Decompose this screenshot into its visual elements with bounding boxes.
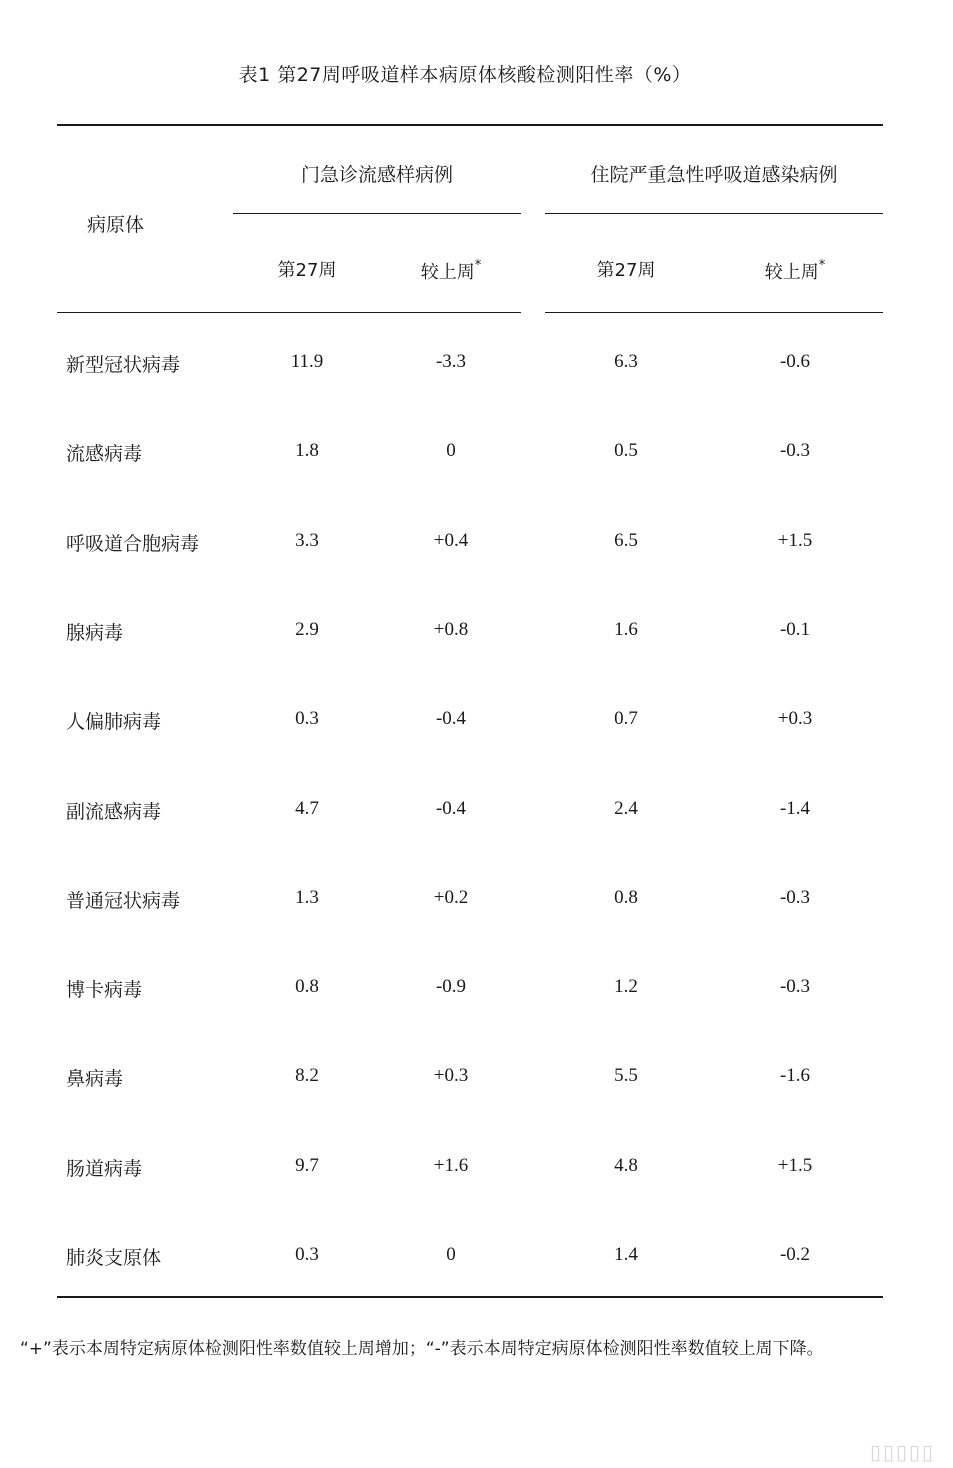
header-week-inpatient: 第27周 [596,260,656,281]
table-cell: +0.8 [433,619,469,640]
table-cell: +0.4 [433,530,469,551]
row-pathogen-name: 人偏肺病毒 [66,711,162,733]
header-week-outpatient: 第27周 [277,260,337,281]
table-cell: +1.5 [777,1155,813,1176]
table-cell: -0.3 [779,976,811,997]
header-group-outpatient: 门急诊流感样病例 [300,164,453,186]
table-cell: 0 [446,1244,456,1265]
header-pathogen: 病原体 [87,214,145,236]
table-cell: 1.4 [614,1244,638,1265]
table-cell: +0.3 [433,1065,469,1086]
table-cell: -0.1 [779,619,811,640]
table-cell: 0.8 [614,887,638,908]
table-cell: 9.7 [295,1155,319,1176]
row-pathogen-name: 鼻病毒 [66,1068,124,1090]
header-group-inpatient: 住院严重急性呼吸道感染病例 [590,164,838,186]
table-cell: 1.3 [295,887,319,908]
top-rule [57,124,883,126]
table-cell: 6.5 [614,530,638,551]
table-cell: 2.4 [614,798,638,819]
table-cell: 0.3 [295,708,319,729]
table-cell: 0.7 [614,708,638,729]
table-cell: 8.2 [295,1065,319,1086]
group1-underline [233,213,521,214]
table-cell: -1.6 [779,1065,811,1086]
header-bottom-rule-right [545,312,883,313]
row-pathogen-name: 腺病毒 [66,622,124,644]
row-pathogen-name: 新型冠状病毒 [66,354,181,376]
header-change-inpatient: 较上周* [764,258,826,283]
bottom-rule [57,1296,883,1298]
table-cell: 3.3 [295,530,319,551]
group2-underline [545,213,883,214]
table-cell: 1.8 [295,440,319,461]
row-pathogen-name: 流感病毒 [66,443,143,465]
row-pathogen-name: 普通冠状病毒 [66,890,181,912]
table-title: 表1 第27周呼吸道样本病原体核酸检测阳性率（%） [238,64,692,86]
row-pathogen-name: 博卡病毒 [66,979,143,1001]
table-cell: -0.4 [435,708,467,729]
table-cell: +1.6 [433,1155,469,1176]
row-pathogen-name: 呼吸道合胞病毒 [66,533,200,555]
table-cell: -0.4 [435,798,467,819]
table-cell: 0.8 [295,976,319,997]
table-cell: -0.3 [779,440,811,461]
table-cell: 4.8 [614,1155,638,1176]
table-cell: -0.6 [779,351,811,372]
table-cell: 0.5 [614,440,638,461]
table-cell: +1.5 [777,530,813,551]
table-cell: 0 [446,440,456,461]
table-cell: +0.2 [433,887,469,908]
table-cell: 1.6 [614,619,638,640]
table-cell: 11.9 [290,351,324,372]
row-pathogen-name: 肠道病毒 [66,1158,143,1180]
table-cell: 4.7 [295,798,319,819]
table-cell: -0.2 [779,1244,811,1265]
table-cell: 0.3 [295,1244,319,1265]
header-bottom-rule-left [57,312,521,313]
table-cell: -0.3 [779,887,811,908]
row-pathogen-name: 副流感病毒 [66,801,162,823]
table-cell: +0.3 [777,708,813,729]
table-cell: -0.9 [435,976,467,997]
footnote: “+”表示本周特定病原体检测阳性率数值较上周增加；“-”表示本周特定病原体检测阳性率数值较上周下降。 [20,1339,824,1359]
table-cell: 2.9 [295,619,319,640]
table-cell: 5.5 [614,1065,638,1086]
watermark-text: ▯▯▯▯▯ [869,1440,935,1464]
row-pathogen-name: 肺炎支原体 [66,1247,162,1269]
table-cell: -1.4 [779,798,811,819]
table-cell: -3.3 [435,351,467,372]
header-change-outpatient: 较上周* [420,258,482,283]
table-cell: 6.3 [614,351,638,372]
table-cell: 1.2 [614,976,638,997]
